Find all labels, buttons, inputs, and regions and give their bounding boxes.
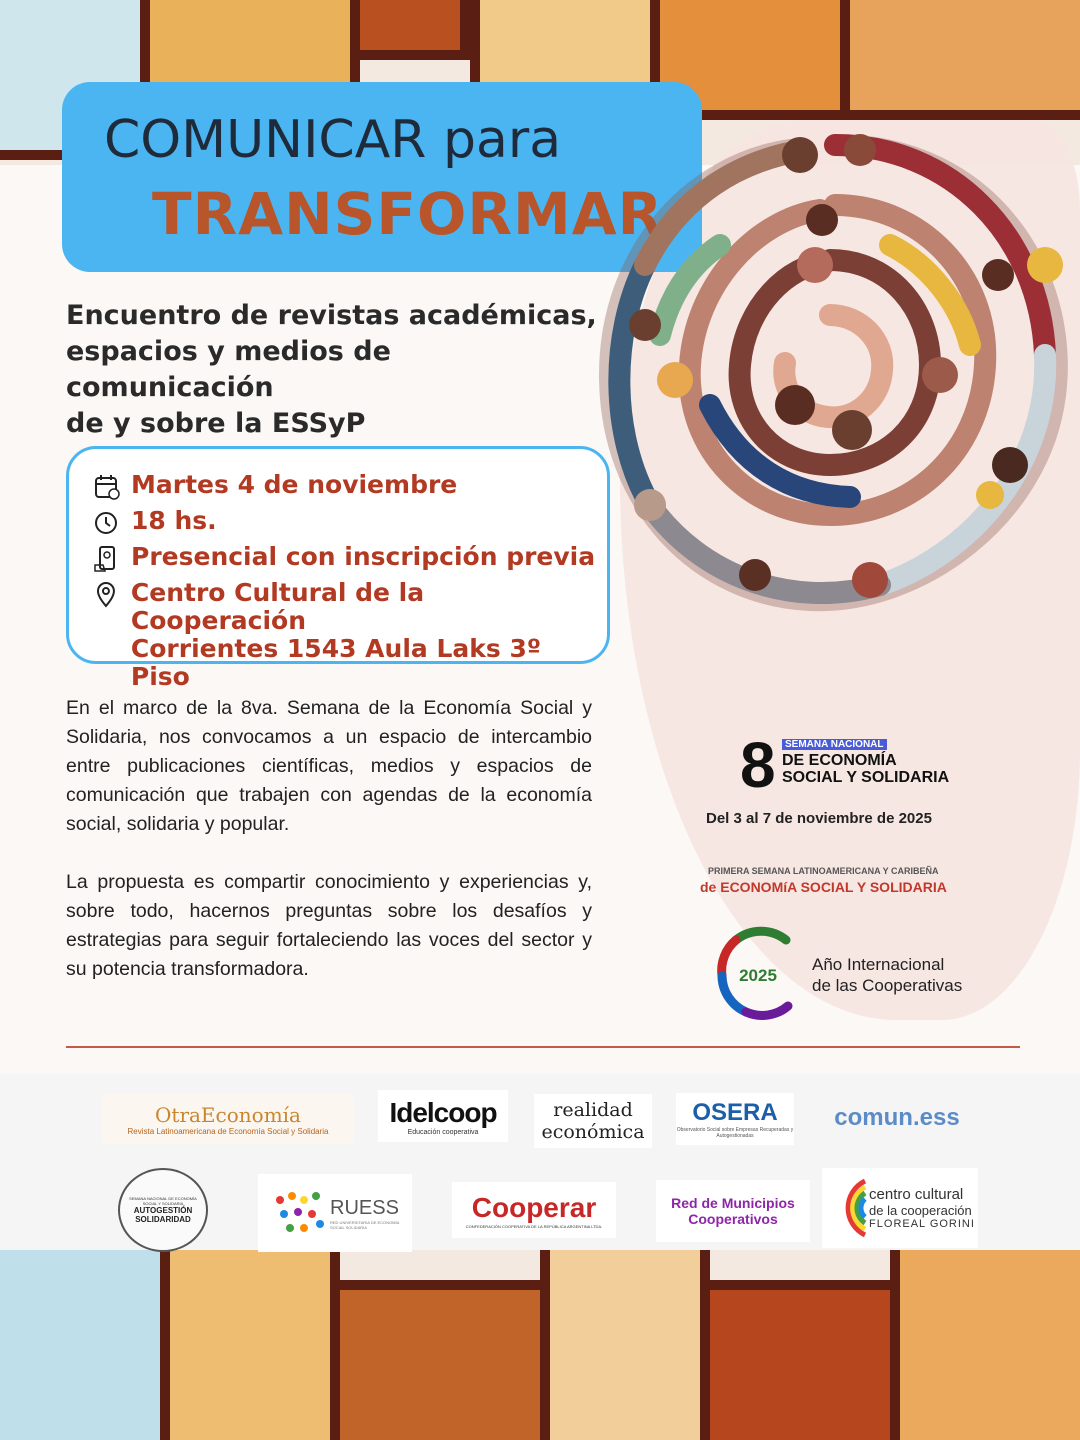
- anio-line2: de las Cooperativas: [812, 976, 963, 995]
- bg-tile: [840, 0, 1080, 120]
- week-line2: SOCIAL Y SOLIDARIA: [782, 769, 950, 786]
- week-tag: SEMANA NACIONAL: [782, 739, 887, 750]
- idelcoop-sub: Educación cooperativa: [407, 1128, 479, 1136]
- centro-cultural-logo: [822, 1168, 978, 1248]
- latam-week-line1: PRIMERA SEMANA LATINOAMERICANA Y CARIBEÑA: [708, 866, 939, 876]
- comun-ess-logo: [822, 1098, 972, 1138]
- anio-year: 2025: [739, 966, 777, 985]
- ruess-text: [330, 1197, 400, 1230]
- subtitle-line3: de y sobre la ESSyP: [66, 408, 366, 439]
- divider: [66, 1046, 1020, 1048]
- ccc-line2: de la cooperación: [869, 1203, 972, 1218]
- location-pin-icon: [93, 581, 121, 609]
- mode-row: [93, 543, 595, 573]
- event-venue: [131, 579, 607, 691]
- anio-text: [812, 954, 962, 996]
- registration-icon: [93, 545, 121, 573]
- realidad-line1: realidad: [553, 1099, 633, 1121]
- venue-line2: Corrientes 1543 Aula Laks 3º Piso: [130, 634, 541, 691]
- bg-tile: [330, 1280, 550, 1440]
- cooperar-sub: CONFEDERACIÓN COOPERATIVA DE LA REPÚBLICA ARGENTINA LTDA.: [465, 1223, 603, 1229]
- autogestion-seal-logo: [118, 1168, 208, 1252]
- osera-logo: [676, 1093, 794, 1145]
- clock-icon: [93, 509, 121, 537]
- ruess-sub: RED UNIVERSITARIA DE ECONOMÍA SOCIAL SOLIDARIA: [330, 1219, 400, 1230]
- cooperar-logo: [452, 1182, 616, 1238]
- comun-ess-name: comun.ess: [834, 1104, 960, 1131]
- body-paragraph-2: La propuesta es compartir conocimiento y experiencias y, sobre todo, hacernos preguntas sobre los desafíos y estrategias para seguir fortaleciendo las voces del sector y su potencia transformadora.: [66, 871, 592, 980]
- body-paragraph-1: En el marco de la 8va. Semana de la Economía Social y Solidaria, nos convocamos a un espacio de intercambio entre publicaciones científicas, medios y espacios de comunicación que trabajen con agendas de la economía social, solidaria y popular.: [66, 697, 592, 835]
- otra-economia-title: OtraEconomía: [155, 1102, 301, 1127]
- osera-name: OSERA: [692, 1099, 778, 1126]
- bg-tile: [350, 0, 470, 60]
- seal-ring-text: SEMANA NACIONAL DE ECONOMÍA SOCIAL Y SOLIDARIA: [129, 1196, 197, 1206]
- subtitle-line1: Encuentro de revistas académicas,: [66, 300, 597, 331]
- otra-economia-sub: Revista Latinoamericana de Economía Social y Solidaria: [127, 1126, 329, 1136]
- ccc-text: [869, 1186, 975, 1230]
- realidad-line2: económica: [541, 1121, 645, 1143]
- idelcoop-logo: [378, 1090, 508, 1142]
- bg-tile: [0, 1230, 170, 1440]
- title-line1: COMUNICAR para: [104, 110, 562, 170]
- time-row: [93, 507, 217, 537]
- ccc-line1: centro cultural: [869, 1186, 964, 1203]
- bg-tile: [890, 1230, 1080, 1440]
- ccc-rainbow-icon: [825, 1173, 869, 1243]
- bg-tile: [540, 1240, 710, 1440]
- bg-tile: [700, 1280, 900, 1440]
- event-date: Martes 4 de noviembre: [131, 470, 458, 499]
- event-details-box: [66, 446, 610, 691]
- otra-economia-logo: [102, 1094, 354, 1144]
- calendar-icon: [93, 473, 121, 501]
- osera-sub: Observatorio Social sobre Empresas Recuperadas y Autogestionadas: [676, 1127, 794, 1139]
- realidad-economica-logo: [534, 1094, 652, 1148]
- red-municipios-line2: Cooperativos: [688, 1211, 778, 1227]
- cooperatives-year-logo: [716, 926, 806, 1020]
- latam-week-line2: de ECONOMíA SOCIAL Y SOLIDARIA: [700, 879, 947, 895]
- venue-row: [93, 579, 607, 691]
- cooperar-name: Cooperar: [471, 1191, 597, 1223]
- anio-line1: Año Internacional: [812, 955, 945, 974]
- people-circle-illustration: [590, 105, 1080, 625]
- title-line2: TRANSFORMAR: [152, 180, 664, 248]
- ruess-name: RUESS: [330, 1196, 399, 1219]
- ruess-logo: [258, 1174, 412, 1252]
- event-dates: Del 3 al 7 de noviembre de 2025: [706, 810, 932, 827]
- seal-text: AUTOGESTIÓN SOLIDARIDAD: [133, 1206, 193, 1224]
- event-mode: Presencial con inscripción previa: [131, 542, 596, 571]
- edition-number: 8: [740, 729, 776, 801]
- ruess-dots-icon: [270, 1188, 330, 1238]
- event-time: 18 hs.: [131, 506, 217, 535]
- subtitle-line2: espacios y medios de comunicación: [66, 336, 391, 403]
- ccc-line3: FLOREAL GORINI: [869, 1218, 975, 1230]
- idelcoop-name: Idelcoop: [389, 1096, 497, 1128]
- subtitle: [66, 298, 606, 442]
- week-line1: DE ECONOMÍA: [782, 752, 897, 769]
- bg-tile: [160, 1230, 340, 1440]
- red-municipios-logo: [656, 1180, 810, 1242]
- date-row: [93, 471, 457, 501]
- venue-line1: Centro Cultural de la Cooperación: [130, 578, 425, 635]
- red-municipios-line1: Red de Municipios: [671, 1195, 795, 1211]
